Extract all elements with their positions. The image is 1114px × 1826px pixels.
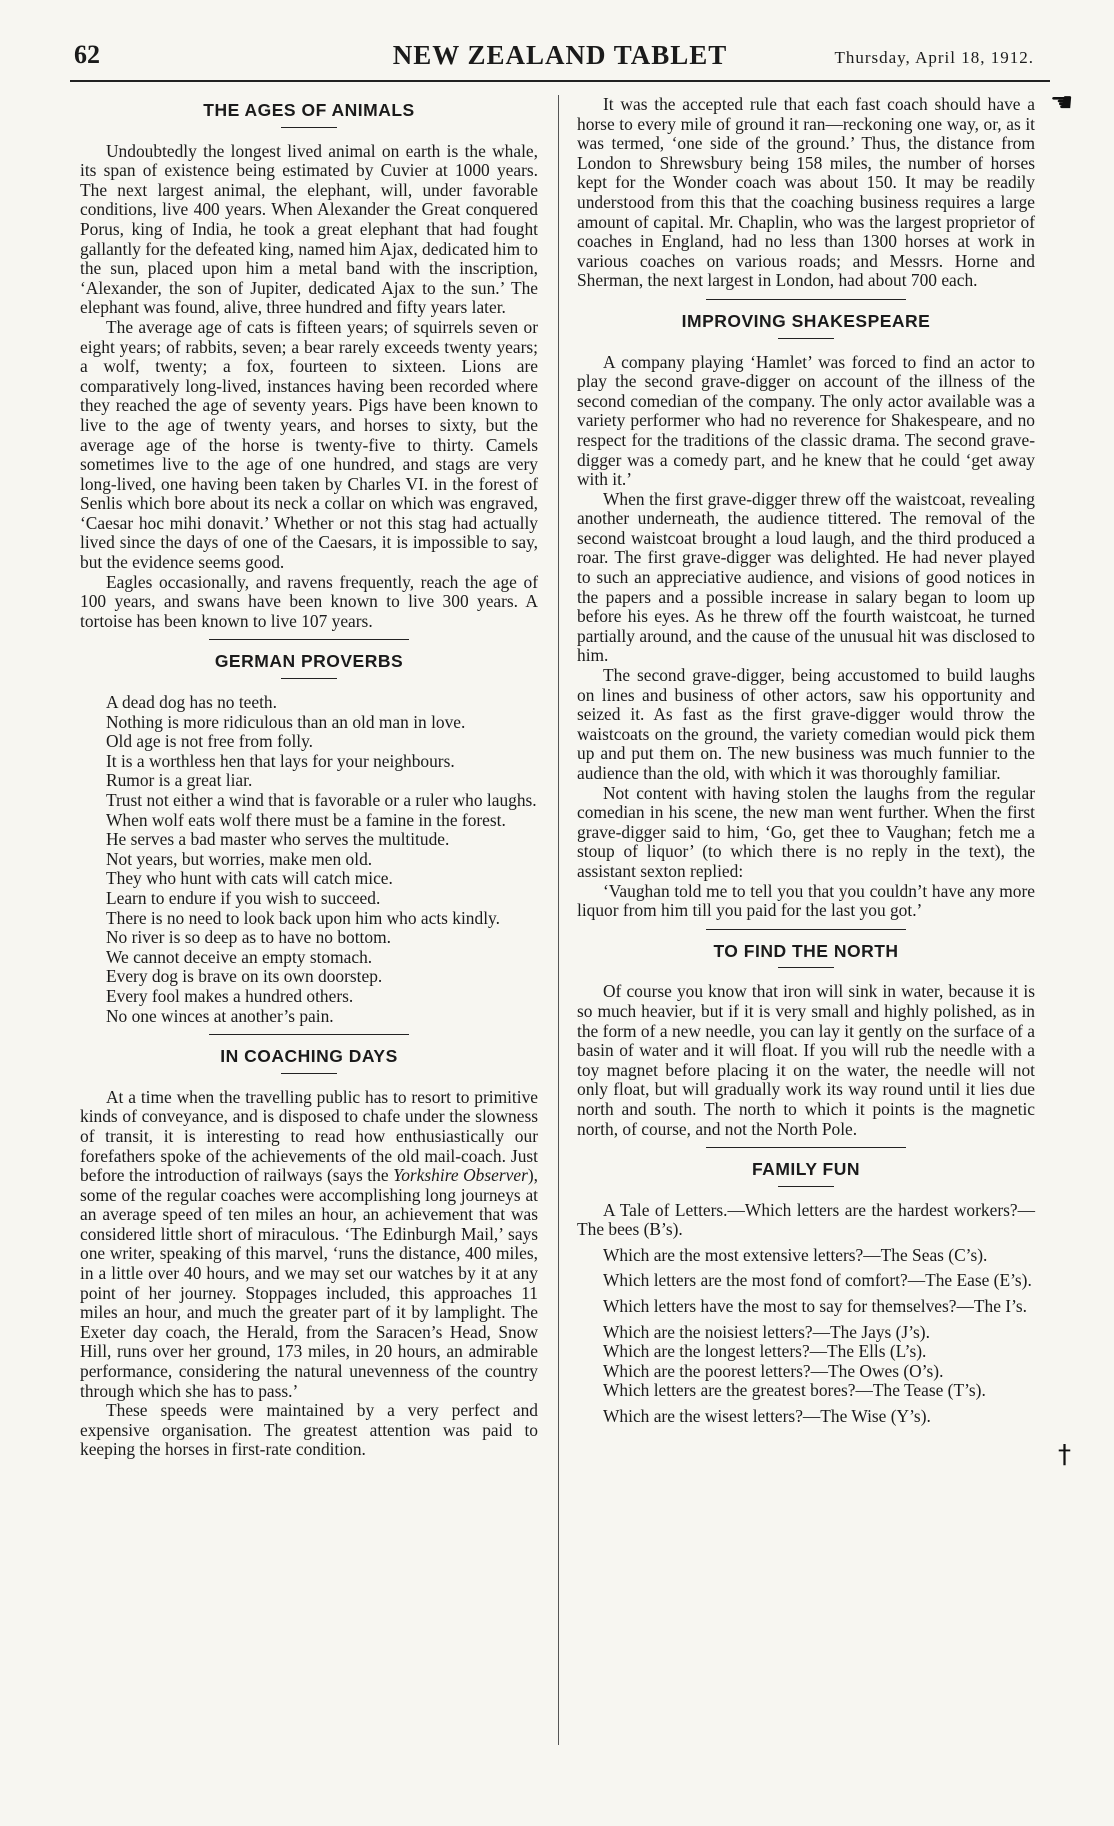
article-heading: IMPROVING SHAKESPEARE [681,310,931,331]
page-header [70,40,1050,82]
section-rule [706,929,906,930]
section-rule [706,299,906,300]
riddle: Which are the noisiest letters?—The Jays (J’s). [603,1321,930,1342]
article-paragraph: These speeds were maintained by a very perfect and expensive organisation. The greatest attention was paid to keeping the horses in first-rate condition. [80,1400,538,1460]
heading-rule [281,678,337,679]
riddle: Which are the longest letters?—The Ells (L’s). [603,1341,927,1362]
proverb: He serves a bad master who serves the multitude. [106,829,450,850]
proverb: Not years, but worries, make men old. [106,848,373,869]
article-paragraph: The second grave-digger, being accustomed to build laughs on lines and business of other actors, saw his opportunity and seized it. As fast as the first grave-digger would throw the waistcoats on the ground, the variety comedian would pick them up and put them on. The new business was much funnier to the audience than the old, with which it was thoroughly familiar. [577,665,1035,783]
article-paragraph: Undoubtedly the longest lived animal on earth is the whale, its span of existence being estimated by Cuvier at 1000 years. The next largest animal, the elephant, will, under favorable conditions, live 400 years. When Alexander the Great conquered Porus, king of India, he took a great elephant that had fought gallantly for the defeated king, named him Ajax, dedicated him to the sun, placed upon him a metal band with the inscription, ‘Alexander, the son of Jupiter, dedicated Ajax to the sun.’ The elephant was found, alive, three hundred and fifty years later. [80,140,538,318]
right-column [577,95,1035,1427]
riddle: Which letters are the most fond of comfort?—The Ease (E’s). [603,1270,1032,1291]
article-paragraph: Not content with having stolen the laughs from the regular comedian in his scene, the new man went further. When the first grave-digger said to him, ‘Go, get thee to Vaughan; fetch me a stoup of liquor’ (to which there is no reply in the text), the assistant sexton replied: [577,782,1035,881]
proverb: No one winces at another’s pain. [106,1005,334,1026]
riddle: Which letters are the greatest bores?—The Tease (T’s). [603,1380,986,1401]
section-rule [706,1147,906,1148]
article-paragraph: Eagles occasionally, and ravens frequently, reach the age of 100 years, and swans have been known to live 300 years. A tortoise has been known to live 107 years. [80,571,538,631]
proverb: Every dog is brave on its own doorstep. [106,966,383,987]
article-family-fun [577,1160,1035,1427]
article-improving-shakespeare [577,312,1035,921]
article-paragraph [80,1088,538,1402]
proverb: Old age is not free from folly. [106,731,314,752]
proverb: No river is so deep as to have no bottom. [106,927,391,948]
page-number: 62 [74,40,100,69]
proverb: We cannot deceive an empty stomach. [106,946,373,967]
article-paragraph: A company playing ‘Hamlet’ was forced to find an actor to play the second grave-digger on account of the illness of the second comedian of the company. The only actor available was a variety performer who had no reverence for Shakespeare, and no respect for the traditions of the classic drama. The second grave-digger was a comedy part, and he knew that he could ‘get away with it.’ [577,351,1035,490]
article-heading: FAMILY FUN [751,1159,861,1180]
masthead-title: NEW ZEALAND TABLET [392,40,728,70]
riddle: A Tale of Letters.—Which letters are the hardest workers?—The bees (B’s). [577,1199,1035,1240]
article-paragraph: The average age of cats is fifteen years; of squirrels seven or eight years; of rabbits, seven; a bear rarely exceeds twenty years; a wolf, twenty; a fox, fourteen to sixteen. Lions are comparatively long-lived, instances having been recorded where they reached the age of seventy years. Pigs have been known to live to the age of twenty years, and horses to sixty, but the average age of the horse is twenty-five to thirty. Camels sometimes live to the age of one hundred, and stags are very long-lived, one having been taken by Charles VI. in the forest of Senlis which bore about its neck a collar on which was engraved, ‘Caesar hoc mihi donavit.’ Whether or not this stag had actually lived since the days of one of the Caesars, it is impossible to say, but the evidence seems good. [80,316,538,573]
proverb: Nothing is more ridiculous than an old man in love. [106,711,466,732]
article-paragraph-continued: It was the accepted rule that each fast coach should have a horse to every mile of ground it ran—reckoning one way, or, as it was termed, ‘one side of the ground.’ Thus, the distance from London to Shrewsbury being 158 miles, the number of horses kept for the Wonder coach was about 150. It may be readily understood from this that the coaching business requires a large amount of capital. Mr. Chaplin, who was the largest proprietor of coaches in England, had no less than 1300 horses at work in various coaches on various roads; and Messrs. Horne and Sherman, the next largest in London, had about 700 each. [577,94,1035,291]
heading-rule [778,1186,834,1187]
proverb: Every fool makes a hundred others. [106,985,354,1006]
riddle: Which are the wisest letters?—The Wise (Y’s). [603,1406,931,1427]
proverb: There is no need to look back upon him who acts kindly. [106,907,500,928]
proverb: A dead dog has no teeth. [106,692,277,713]
section-rule [209,1034,409,1035]
text-run: ), some of the regular coaches were accomplishing long journeys at an average speed of ten miles an hour, an achievement that was considered little short of miraculous. ‘The Edinburgh Mail,’ says one writer, speaking of this marvel, ‘runs the distance, 400 miles, in a little over 40 hours, and we may set our watches by it at any point of her journey. Stoppages included, this approaches 11 miles an hour, and much the greater part of it by lamplight. The Exeter day coach, the Herald, from the Saracen’s Head, Snow Hill, runs over her ground, 173 miles, in 20 hours, an admirable performance, considering the natural unevenness of the country through which she has to pass.’ [80,1165,538,1401]
column-divider [558,95,559,1745]
section-rule [209,639,409,640]
article-paragraph: When the first grave-digger threw off the waistcoat, revealing another underneath, the audience tittered. The removal of the second waistcoat brought a loud laugh, and the third produced a roar. The first grave-digger was delighted. He had never played to such an appreciative audience, and visions of good notices in the papers and a possible increase in salary began to loom up before his eyes. As he threw off the fourth waistcoat, he turned partially around, and the cause of the unusual hit was disclosed to him. [577,488,1035,666]
article-heading: IN COACHING DAYS [220,1046,398,1067]
article-german-proverbs [80,652,538,1026]
margin-dagger-mark: † [1058,1440,1071,1470]
article-in-coaching-days [80,1047,538,1460]
margin-pointing-hand-mark: ☚ [1050,88,1074,118]
heading-rule [281,127,337,128]
article-ages-of-animals [80,101,538,631]
article-heading: TO FIND THE NORTH [713,940,899,961]
left-column [80,95,538,1460]
proverb: They who hunt with cats will catch mice. [106,868,393,889]
riddle: Which are the poorest letters?—The Owes (O’s). [603,1360,944,1381]
proverb: Rumor is a great liar. [106,770,253,791]
article-heading: THE AGES OF ANIMALS [203,100,415,120]
heading-rule [778,338,834,339]
riddle: Which are the most extensive letters?—The Seas (C’s). [603,1244,988,1265]
riddle: Which letters have the most to say for themselves?—The I’s. [603,1296,1028,1317]
issue-date: Thursday, April 18, 1912. [834,48,1034,67]
proverb: When wolf eats wolf there must be a famine in the forest. [106,809,506,830]
article-paragraph: ‘Vaughan told me to tell you that you couldn’t have any more liquor from him till you paid for the last you got.’ [577,880,1035,921]
proverb: Learn to endure if you wish to succeed. [106,887,381,908]
proverb: Trust not either a wind that is favorable or a ruler who laughs. [106,790,537,810]
source-citation: Yorkshire Observer [393,1165,528,1186]
heading-rule [281,1073,337,1074]
article-to-find-the-north [577,942,1035,1139]
article-paragraph: Of course you know that iron will sink in water, because it is so much heavier, but if it is very small and highly polished, as in the form of a new needle, you can lay it gently on the surface of a basin of water and it will float. If you will rub the needle with a toy magnet before placing it on the water, the needle will not only float, but will gradually work its way round until it lies due north and south. The north to which it points is the magnetic north, of course, and not the North Pole. [577,981,1035,1139]
heading-rule [778,967,834,968]
article-heading: GERMAN PROVERBS [214,651,404,672]
text-run: At a time when the travelling public has to resort to primitive kinds of conveyance, and is disposed to chafe under the slowness of transit, it is interesting to read how enthusiastically our forefathers spoke of the achievements of the old mail-coach. Just before the introduction of railways (says the [80,1086,538,1186]
proverb: It is a worthless hen that lays for your neighbours. [106,750,455,771]
